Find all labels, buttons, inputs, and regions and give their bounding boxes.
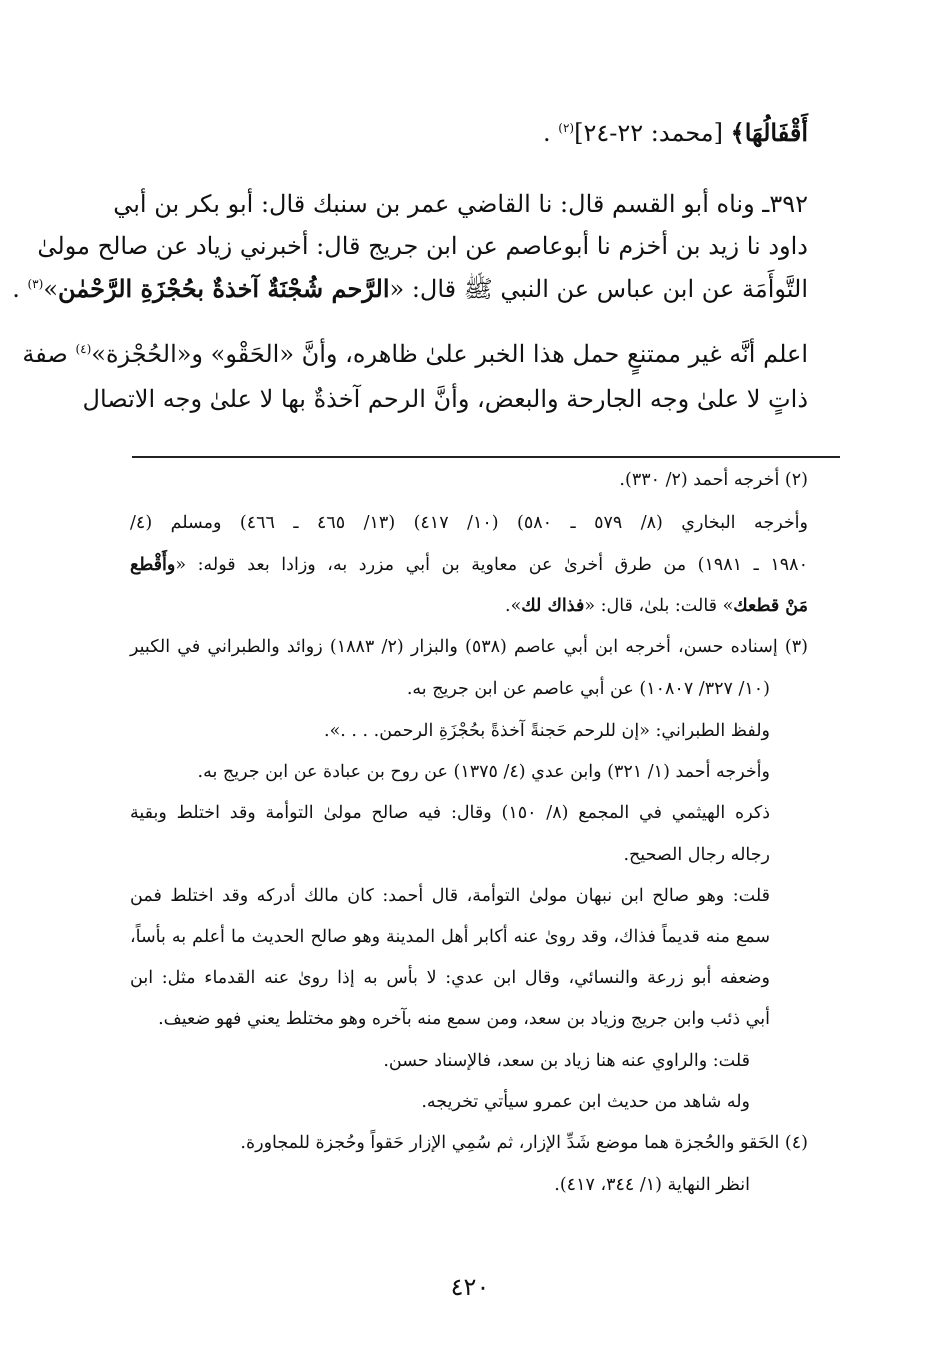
footnote-ref-3: (٣): [27, 277, 44, 291]
commentary-line-2: ذاتٍ لا علىٰ وجه الجارحة والبعض، وأنَّ الرحم آخذةٌ بها لا علىٰ وجه الاتصال: [82, 385, 808, 413]
footnote-3-line-5: ذكره الهيثمي في المجمع (٨/ ١٥٠) وقال: فيه صالح مولىٰ التوأمة وقد اختلط وبقية: [130, 803, 770, 823]
footnote-3-line-6: رجاله رجال الصحيح.: [623, 845, 770, 865]
page-number: ٤٢٠: [450, 1273, 490, 1301]
footnote-3-line-3: ولفظ الطبراني: «إن للرحم حَجنةً آخذةً بحُجْزَةِ الرحمن. . . .».: [324, 721, 770, 741]
footnote-3-line-12: وله شاهد من حديث ابن عمرو سيأتي تخريجه.: [421, 1092, 750, 1112]
hadith-392-line-1: ٣٩٢ـ وناه أبو القسم قال: نا القاضي عمر بن سنبك قال: أبو بكر بن أبي: [113, 190, 808, 218]
quran-quote-end: أَقْفَالُهَا﴾: [730, 118, 808, 147]
footnote-2-line-1: (٢) أخرجه أحمد (٢/ ٣٣٠).: [619, 470, 808, 490]
footnote-2-line-3: ١٩٨٠ ـ ١٩٨١) من طرق أخرىٰ عن معاوية بن أبي مزرد به، وزادا بعد قوله: «وأَقْطع: [130, 555, 808, 575]
footnote-ref-2: (٢): [558, 121, 575, 135]
main-line-1: أَقْفَالُهَا﴾ [محمد: ٢٢-٢٤]$^{(٢)}$ .: [542, 118, 808, 147]
footnote-ref-4: (٤): [75, 342, 92, 356]
footnote-3-line-1: (٣) إسناده حسن، أخرجه ابن أبي عاصم (٥٣٨) والبزار (٢/ ١٨٨٣) زوائد والطبراني في الكبير: [130, 637, 808, 657]
footnote-3-line-8: سمع منه قديماً فذاك، وقد روىٰ عنه أكابر أهل المدينة وهو صالح الحديث ما أعلم به بأساً،: [130, 927, 770, 947]
hadith-text: الرَّحم شُجْنَةٌ آخذةٌ بحُجْزَةِ الرَّحْمٰن: [58, 274, 390, 303]
hadith-392-line-3: التَّوأَمَة عن ابن عباس عن النبي ﷺ قال: «الرَّحم شُجْنَةٌ آخذةٌ بحُجْزَةِ الرَّحْمٰن»$^{(٣)}$ .: [12, 274, 808, 303]
hadith-392-line-2: داود نا زيد بن أخزم نا أبوعاصم عن ابن جريج قال: أخبرني زياد عن صالح مولىٰ: [37, 232, 808, 260]
footnote-separator: [132, 456, 840, 458]
footnote-2-line-2: وأخرجه البخاري (٨/ ٥٧٩ ـ ٥٨٠) (١٠/ ٤١٧) (١٣/ ٤٦٥ ـ ٤٦٦) ومسلم (٤/: [130, 513, 808, 533]
footnote-3-line-7: قلت: وهو صالح ابن نبهان مولىٰ التوأمة، قال أحمد: كان مالك أدركه وقد اختلط فمن: [130, 886, 770, 906]
footnote-3-line-2: (١٠/ ٣٢٧/ ١٠٨٠٧) عن أبي عاصم عن ابن جريج به.: [406, 679, 770, 699]
footnote-3-line-4: وأخرجه أحمد (١/ ٣٢١) وابن عدي (٤/ ١٣٧٥) عن روح بن عبادة عن ابن جريج به.: [197, 762, 770, 782]
footnote-3-line-11: قلت: والراوي عنه هنا زياد بن سعد، فالإسناد حسن.: [383, 1051, 750, 1071]
quran-reference: [محمد: ٢٢-٢٤]: [574, 119, 731, 147]
commentary-line-1: اعلم أنَّه غير ممتنعٍ حمل هذا الخبر علىٰ ظاهره، وأنَّ «الحَقْو» و«الحُجْزة»$^{(٤)}$ صفة: [22, 340, 808, 368]
footnote-3-line-10: أبي ذئب وابن جريج وزياد بن سعد، ومن سمع منه بآخره وهو مختلط يعني فهو ضعيف.: [158, 1009, 770, 1029]
footnote-4-line-2: انظر النهاية (١/ ٣٤٤، ٤١٧).: [554, 1175, 750, 1195]
footnote-3-line-9: وضعفه أبو زرعة والنسائي، وقال ابن عدي: لا بأس به إذا روىٰ عنه القدماء مثل: ابن: [130, 968, 770, 988]
footnote-4-line-1: (٤) الحَقو والحُجزة هما موضع شَدِّ الإزار، ثم سُمِي الإزار حَقواً وحُجزة للمجاورة.: [240, 1133, 808, 1153]
footnote-2-line-4: مَنْ قطعك» قالت: بلىٰ، قال: «فذاك لك».: [505, 596, 808, 616]
